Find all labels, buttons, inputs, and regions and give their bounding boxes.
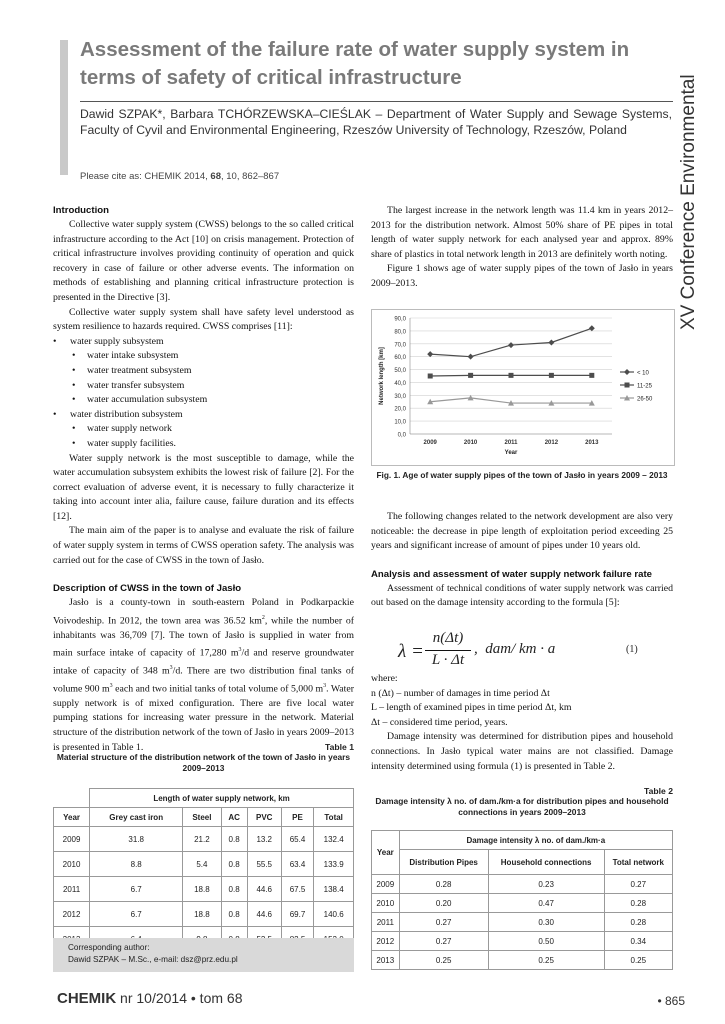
legend-marker xyxy=(625,383,630,388)
y-tick-label: 30,0 xyxy=(394,393,406,400)
journal-footer xyxy=(57,990,243,1007)
data-point xyxy=(509,373,514,378)
table-row: 2009 31.8 21.2 0.8 13.2 65.4 132.4 xyxy=(54,827,354,852)
x-tick-label: 2013 xyxy=(585,440,599,446)
paragraph: The largest increase in the network length was 11.4 km in years 2012–2013 for the distribution network. Almost 50% share of PE pipes in total length of water supply network for each analysed year and approx. 89% share of plastics in total network length in 2013 are definitely worth noting. xyxy=(371,205,673,260)
authors-affiliation: Dawid SZPAK*, Barbara TCHÓRZEWSKA–CIEŚLAK – Department of Water Supply and Sewage Systems, Faculty of Cyvil and Environmental Engineering, Rzeszów University of Technology, Rzeszów, Poland xyxy=(80,107,672,137)
x-tick-label: 2009 xyxy=(423,440,437,446)
data-point xyxy=(589,373,594,378)
article-title: Assessment of the failure rate of water supply system in terms of safety of critical infrastructure xyxy=(80,38,630,89)
legend-marker xyxy=(624,369,630,375)
right-column-middle xyxy=(371,510,673,611)
legend-label: 11-25 xyxy=(637,383,652,390)
damage-intensity-formula xyxy=(398,630,668,675)
paragraph: Collective water supply system shall have safety level understood as system resilience to hazards required. CWSS comprises [11]: xyxy=(53,306,354,333)
table1-group-header: Length of water supply network, km xyxy=(90,789,354,808)
table-row: 2012 6.7 18.8 0.8 44.6 69.7 140.6 xyxy=(54,902,354,927)
data-point xyxy=(427,351,433,357)
paragraph: The following changes related to the network development are also very noticeable: the decrease in pipe length of exploitation period exceeding 25 years and significant increase of amount of pipes under 10 years old. xyxy=(371,511,673,552)
corresponding-label: Corresponding author: xyxy=(68,943,150,952)
formula-numerator: n(Δt) xyxy=(432,630,464,646)
data-point xyxy=(508,342,514,348)
list-item: • water accumulation subsystem xyxy=(53,393,354,408)
table-row: 2013 0.25 0.25 0.25 xyxy=(372,951,673,970)
y-tick-label: 20,0 xyxy=(394,406,406,413)
formula-denominator: L · Δt xyxy=(431,652,465,668)
table-header: Grey cast iron xyxy=(90,808,183,827)
paragraph: Water supply network is the most susceptible to damage, while the water accumulation subsystem exhibits the lowest risk of failure [2]. For the correct evaluation of adverse event, it is necessary to fully characterize it taking into account inter alia, failure cause, failure duration and its effects [12]. xyxy=(53,452,354,522)
description-heading: Description of CWSS in the town of Jasło xyxy=(53,583,242,595)
paragraph: The main aim of the paper is to analyse and evaluate the risk of failure of water supply system in terms of CWSS operation safety. The analysis was carried out for the case of CWSS in the town of Jasło. xyxy=(53,525,354,566)
data-point xyxy=(468,354,474,360)
y-tick-label: 10,0 xyxy=(394,419,406,426)
formula-unit: , dam/ km · a xyxy=(474,641,556,657)
table-header: PE xyxy=(281,808,314,827)
figure1-frame xyxy=(371,309,675,466)
figure1-caption: Fig. 1. Age of water supply pipes of the town of Jasło in years 2009 – 2013 xyxy=(376,470,668,480)
data-point xyxy=(468,373,473,378)
left-column xyxy=(53,204,354,755)
list-item: • water transfer subsystem xyxy=(53,379,354,394)
paragraph: Figure 1 shows age of water supply pipes of the town of Jasło in years 2009–2013. xyxy=(371,263,673,289)
list-item: • water treatment subsystem xyxy=(53,364,354,379)
list-item: • water supply subsystem xyxy=(53,335,354,350)
legend-label: 26-50 xyxy=(637,396,653,403)
data-point xyxy=(549,373,554,378)
table-header: Steel xyxy=(183,808,221,827)
formula-number: (1) xyxy=(626,644,638,655)
table2-label: Table 2 xyxy=(644,786,673,796)
definition: Δt – considered time period, years. xyxy=(371,716,508,728)
page-number: • 865 xyxy=(657,994,685,1008)
y-tick-label: 50,0 xyxy=(394,368,406,375)
table1 xyxy=(53,788,354,952)
table1-caption: Material structure of the distribution network of the town of Jasło in years 2009–2013 xyxy=(56,752,351,773)
list-item: • water distribution subsystem xyxy=(53,408,354,423)
table-header: Year xyxy=(54,808,90,827)
x-axis-label: Year xyxy=(504,450,518,456)
table-row: 2011 0.27 0.30 0.28 xyxy=(372,913,673,932)
intro-heading: Introduction xyxy=(53,205,109,216)
list-item: • water intake subsystem xyxy=(53,349,354,364)
journal-issue: nr 10/2014 • tom 68 xyxy=(116,990,243,1006)
table2 xyxy=(371,830,673,970)
paragraph: Collective water supply system (CWSS) belongs to the so called critical infrastructure according to the Act [10] on crisis management. Protection of critical infrastructure involves providing continuity of operation and quick recovery in case of failure or other adverse events. The information on methods of establishing and planning critical infrastructure protection is presented in the Directive [3]. xyxy=(53,219,354,303)
age-line-chart xyxy=(372,310,674,465)
citation-line: Please cite as: CHEMIK 2014, 68, 10, 862–867 xyxy=(80,171,280,182)
table2-group-header: Damage intensity λ no. of dam./km·a xyxy=(399,831,672,850)
table-header: Distribution Pipes xyxy=(399,850,488,875)
y-tick-label: 40,0 xyxy=(394,380,406,387)
data-point xyxy=(428,374,433,379)
table-header: AC xyxy=(221,808,247,827)
table-header: Household connections xyxy=(488,850,604,875)
right-column-bottom xyxy=(371,672,673,774)
table-row: 2010 8.8 5.4 0.8 55.5 63.4 133.9 xyxy=(54,852,354,877)
table-header: PVC xyxy=(247,808,281,827)
table-row: 2012 0.27 0.50 0.34 xyxy=(372,932,673,951)
formula-lambda: λ = xyxy=(398,641,424,662)
table-row: 2010 0.20 0.47 0.28 xyxy=(372,894,673,913)
definition: L – length of examined pipes in time period Δt, km xyxy=(371,702,572,714)
table2-caption: Damage intensity λ no. of dam./km·a for distribution pipes and household connections in years 2009–2013 xyxy=(375,796,669,817)
data-point xyxy=(589,325,595,331)
definition: n (Δt) – number of damages in time period Δt xyxy=(371,687,550,699)
y-tick-label: 0,0 xyxy=(397,432,406,439)
y-tick-label: 70,0 xyxy=(394,342,406,349)
x-tick-label: 2011 xyxy=(504,440,518,446)
data-point xyxy=(548,339,554,345)
table-row: 2009 0.28 0.23 0.27 xyxy=(372,875,673,894)
table1-label: Table 1 xyxy=(325,742,354,752)
y-tick-label: 80,0 xyxy=(394,329,406,336)
table-row: 2011 6.7 18.8 0.8 44.6 67.5 138.4 xyxy=(54,877,354,902)
y-tick-label: 60,0 xyxy=(394,355,406,362)
table-header: Total xyxy=(314,808,354,827)
table2-block xyxy=(371,786,673,818)
table-header: Total network xyxy=(604,850,672,875)
where-label: where: xyxy=(371,673,398,684)
corresponding-author-box xyxy=(53,938,354,972)
x-tick-label: 2010 xyxy=(463,440,478,446)
title-rule xyxy=(80,101,673,102)
legend-label: < 10 xyxy=(637,370,649,377)
title-accent-bar xyxy=(60,40,68,175)
right-column-top xyxy=(371,204,673,292)
corresponding-contact: Dawid SZPAK – M.Sc., e-mail: dsz@prz.edu.pl xyxy=(68,955,238,964)
journal-name: CHEMIK xyxy=(57,990,117,1007)
paragraph: Damage intensity was determined for distribution pipes and household connections. In Jasło typical water mains are not classified. Damage intensity determined using formula (1) is presented in Table 2. xyxy=(371,731,673,772)
cwss-components-list xyxy=(53,335,354,452)
x-tick-label: 2012 xyxy=(544,440,559,446)
y-tick-label: 90,0 xyxy=(394,316,406,323)
analysis-heading: Analysis and assessment of water supply network failure rate xyxy=(371,568,652,580)
table-header: Year xyxy=(372,831,400,875)
cite-volume: 68 xyxy=(210,171,221,182)
paragraph: Jasło is a county-town in south-eastern Poland in Podkarpackie Voivodeship. In 2012, the town area was 36.52 $km^2$, while the number of inhabitants was 36,709 [7]. The town of Jasło is supplied in water from main surface intake of capacity of 17,280 $m^3/d$ and reserve groundwater intake of capacity of 348 $m^3/d$. There are two distribution final tanks of volume 900 $m^3$ each and two initial tanks of total volume of 5,000 $m^3$. Water supply network is of mixed configuration. There are five local water pumping stations for increasing water pressure in the network. Material structure of the distribution network of the town of Jasło in years 2009–2013 is presented in Table 1. xyxy=(53,597,354,753)
side-conference-label: XV Conference Environmental xyxy=(678,74,699,330)
list-item: • water supply network xyxy=(53,422,354,437)
paragraph: Assessment of technical conditions of water supply network was carried out based on the damage intensity according to the formula [5]: xyxy=(371,582,673,609)
y-axis-label: Network length [km] xyxy=(379,347,385,405)
list-item: • water supply facilities. xyxy=(53,437,354,452)
table1-block xyxy=(53,742,354,774)
